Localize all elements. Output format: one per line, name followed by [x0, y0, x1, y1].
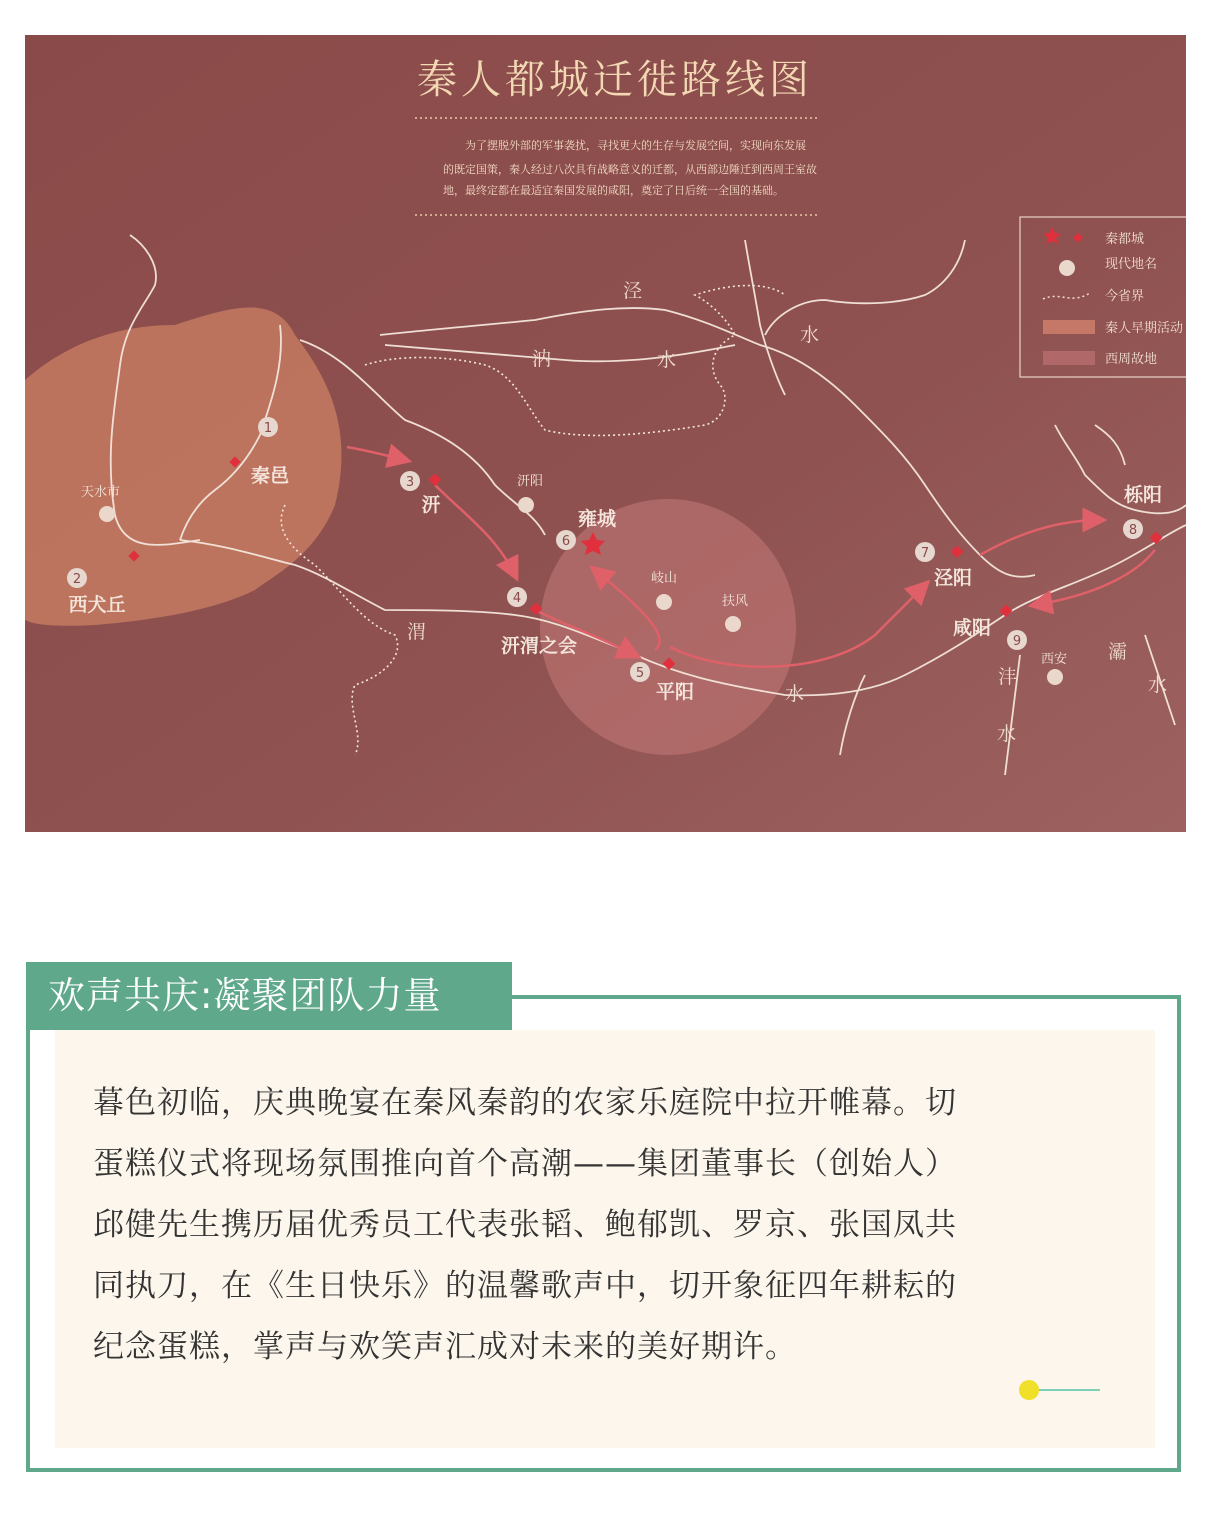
paragraph-line: 同执刀，在《生日快乐》的温馨歌声中，切开象征四年耕耘的: [93, 1268, 957, 1304]
svg-text:5: 5: [635, 666, 645, 681]
place-tianshui: 天水市: [81, 485, 121, 500]
svg-text:雍城: 雍城: [577, 508, 617, 530]
intro-line-3: 地，最终定都在最适宜秦国发展的咸阳，奠定了日后统一全国的基础。: [443, 184, 784, 197]
legend-modern: 现代地名: [1105, 257, 1158, 272]
svg-text:灞: 灞: [1108, 641, 1128, 663]
svg-text:9: 9: [1012, 634, 1022, 649]
svg-text:沣: 沣: [998, 666, 1018, 688]
paragraph-line: 纪念蛋糕，掌声与欢笑声汇成对未来的美好期许。: [93, 1329, 797, 1365]
section-paragraph: [93, 1073, 1123, 1378]
svg-text:水: 水: [785, 683, 805, 705]
svg-text:西犬丘: 西犬丘: [68, 594, 126, 616]
circle-icon: [1059, 260, 1075, 276]
legend-zhou-swatch: [1043, 351, 1095, 365]
map-intro: [443, 138, 817, 197]
route-map: [25, 35, 1186, 832]
paragraph-line: 蛋糕仪式将现场氛围推向首个高潮——集团董事长（创始人）: [93, 1146, 957, 1182]
paragraph-line: 邱健先生携历届优秀员工代表张韬、鲍郁凯、罗京、张国凤共: [93, 1207, 957, 1243]
svg-text:水: 水: [1148, 674, 1168, 696]
western-zhou-region: [540, 499, 796, 755]
svg-text:8: 8: [1128, 523, 1138, 538]
svg-text:平阳: 平阳: [655, 681, 695, 703]
place-fufeng: 扶风: [722, 594, 749, 609]
legend-capital: 秦都城: [1105, 232, 1145, 247]
svg-text:3: 3: [405, 475, 415, 490]
legend-border: 今省界: [1105, 289, 1145, 304]
svg-text:7: 7: [920, 546, 930, 561]
svg-text:汧渭之会: 汧渭之会: [500, 635, 578, 657]
svg-text:6: 6: [561, 534, 571, 549]
svg-text:水: 水: [800, 324, 820, 346]
legend-zhou: 西周故地: [1105, 352, 1158, 367]
svg-text:渭: 渭: [407, 621, 427, 643]
decorative-dot-icon: [1019, 1380, 1039, 1400]
svg-text:4: 4: [512, 591, 522, 606]
svg-text:水: 水: [657, 349, 677, 371]
place-qishan: 岐山: [651, 571, 678, 586]
paragraph-line: 暮色初临，庆典晚宴在秦风秦韵的农家乐庭院中拉开帷幕。切: [93, 1085, 957, 1121]
svg-text:汧: 汧: [421, 494, 441, 516]
place-xian: 西安: [1041, 652, 1068, 667]
intro-line-2: 的既定国策，秦人经过八次具有战略意义的迁都，从西部边陲迁到西周王室故: [443, 163, 817, 176]
svg-text:咸阳: 咸阳: [952, 617, 992, 639]
svg-text:2: 2: [72, 572, 82, 587]
place-qianyang: 汧阳: [517, 474, 544, 489]
svg-text:汭: 汭: [532, 348, 552, 370]
intro-line-1: 为了摆脱外部的军事袭扰，寻找更大的生存与发展空间，实现向东发展: [465, 139, 806, 152]
svg-text:栎阳: 栎阳: [1123, 484, 1163, 506]
svg-text:水: 水: [997, 723, 1017, 745]
svg-text:泾阳: 泾阳: [933, 567, 973, 589]
svg-text:秦邑: 秦邑: [250, 465, 290, 487]
section-heading: 欢声共庆:凝聚团队力量: [26, 962, 512, 1030]
map-title: 秦人都城迁徙路线图: [417, 57, 813, 103]
map-svg: [25, 35, 1186, 832]
legend-early-swatch: [1043, 320, 1095, 334]
svg-text:泾: 泾: [623, 280, 643, 302]
svg-text:1: 1: [263, 421, 273, 436]
decorative-line: [1030, 1389, 1100, 1391]
legend-early: 秦人早期活动: [1105, 321, 1184, 336]
